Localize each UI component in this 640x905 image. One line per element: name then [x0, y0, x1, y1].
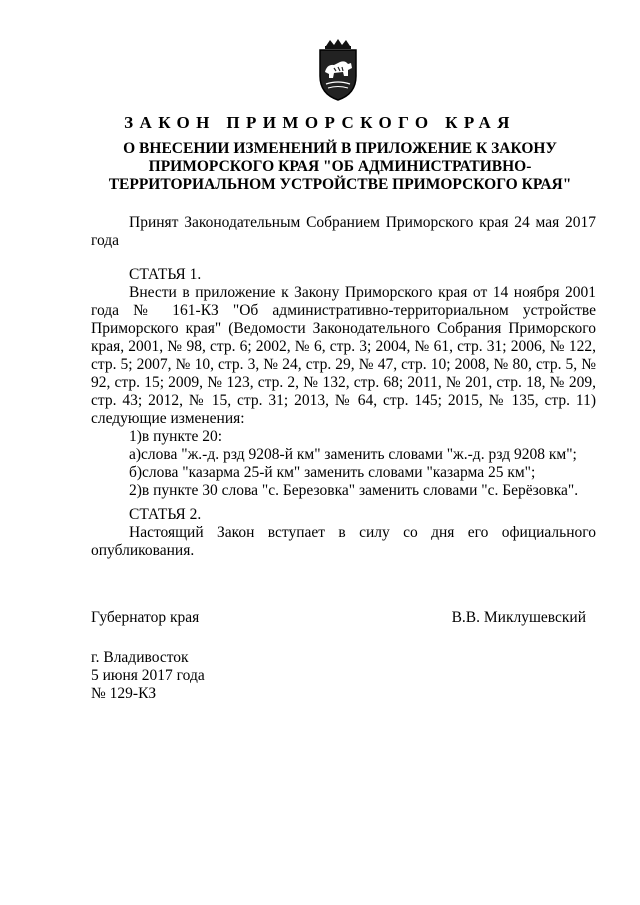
subtitle-line: ПРИМОРСКОГО КРАЯ "ОБ АДМИНИСТРАТИВНО- [148, 158, 532, 175]
law-title: ЗАКОН ПРИМОРСКОГО КРАЯ [124, 113, 516, 132]
article-2 [91, 506, 596, 560]
issue-city: г. Владивосток [91, 649, 189, 666]
article-1-body: Внести в приложение к Закону Приморского края от 14 ноября 2001 года № 161-КЗ "Об административно-территориальном устройстве Приморского края" (Ведомости Законодательного Собрания Приморского края, 2001, № 98, стр. 6; 2002, № 6, стр. 3; 2004, № 61, стр. 31; 2006, № 122, стр. 5; 2007, № 10, стр. 3, № 24, стр. 29, № 47, стр. 10; 2008, № 80, стр. 5, № 92, стр. 15; 2009, № 123, стр. 2, № 132, стр. 68; 2011, № 201, стр. 18, № 209, стр. 43; 2012, № 15, стр. 31; 2013, № 64, стр. 145; 2015, № 135, стр. 11) следующие изменения: [91, 284, 596, 427]
adopted-note [91, 214, 596, 250]
subtitle-line: ТЕРРИТОРИАЛЬНОМ УСТРОЙСТВЕ ПРИМОРСКОГО КРАЯ" [108, 176, 572, 193]
article-1-item: 1)в пункте 20: [129, 428, 223, 445]
article-1-item: б)слова "казарма 25-й км" заменить словами "казарма 25 км"; [129, 464, 536, 481]
subtitle-line: О ВНЕСЕНИИ ИЗМЕНЕНИЙ В ПРИЛОЖЕНИЕ К ЗАКОНУ [123, 140, 557, 157]
article-1-item: а)слова "ж.-д. рзд 9208-й км" заменить словами "ж.-д. рзд 9208 км"; [129, 446, 577, 463]
article-1-item: 2)в пункте 30 слова "с. Березовка" заменить словами "с. Берёзовка". [129, 482, 579, 499]
article-2-body: Настоящий Закон вступает в силу со дня его официального опубликования. [91, 524, 596, 559]
coat-of-arms-tiger-icon [312, 38, 364, 102]
governor-title: Губернатор края [91, 609, 200, 626]
adopted-text: Принят Законодательным Собранием Приморского края 24 мая 2017 года [91, 214, 596, 249]
article-1-heading: СТАТЬЯ 1. [129, 266, 202, 283]
article-1 [91, 266, 596, 500]
law-subtitle [80, 140, 600, 194]
law-number: № 129-КЗ [91, 685, 157, 702]
article-2-heading: СТАТЬЯ 2. [129, 506, 202, 523]
issue-details [91, 649, 205, 703]
issue-date: 5 июня 2017 года [91, 667, 205, 684]
governor-name: В.В. Миклушевский [451, 609, 586, 626]
